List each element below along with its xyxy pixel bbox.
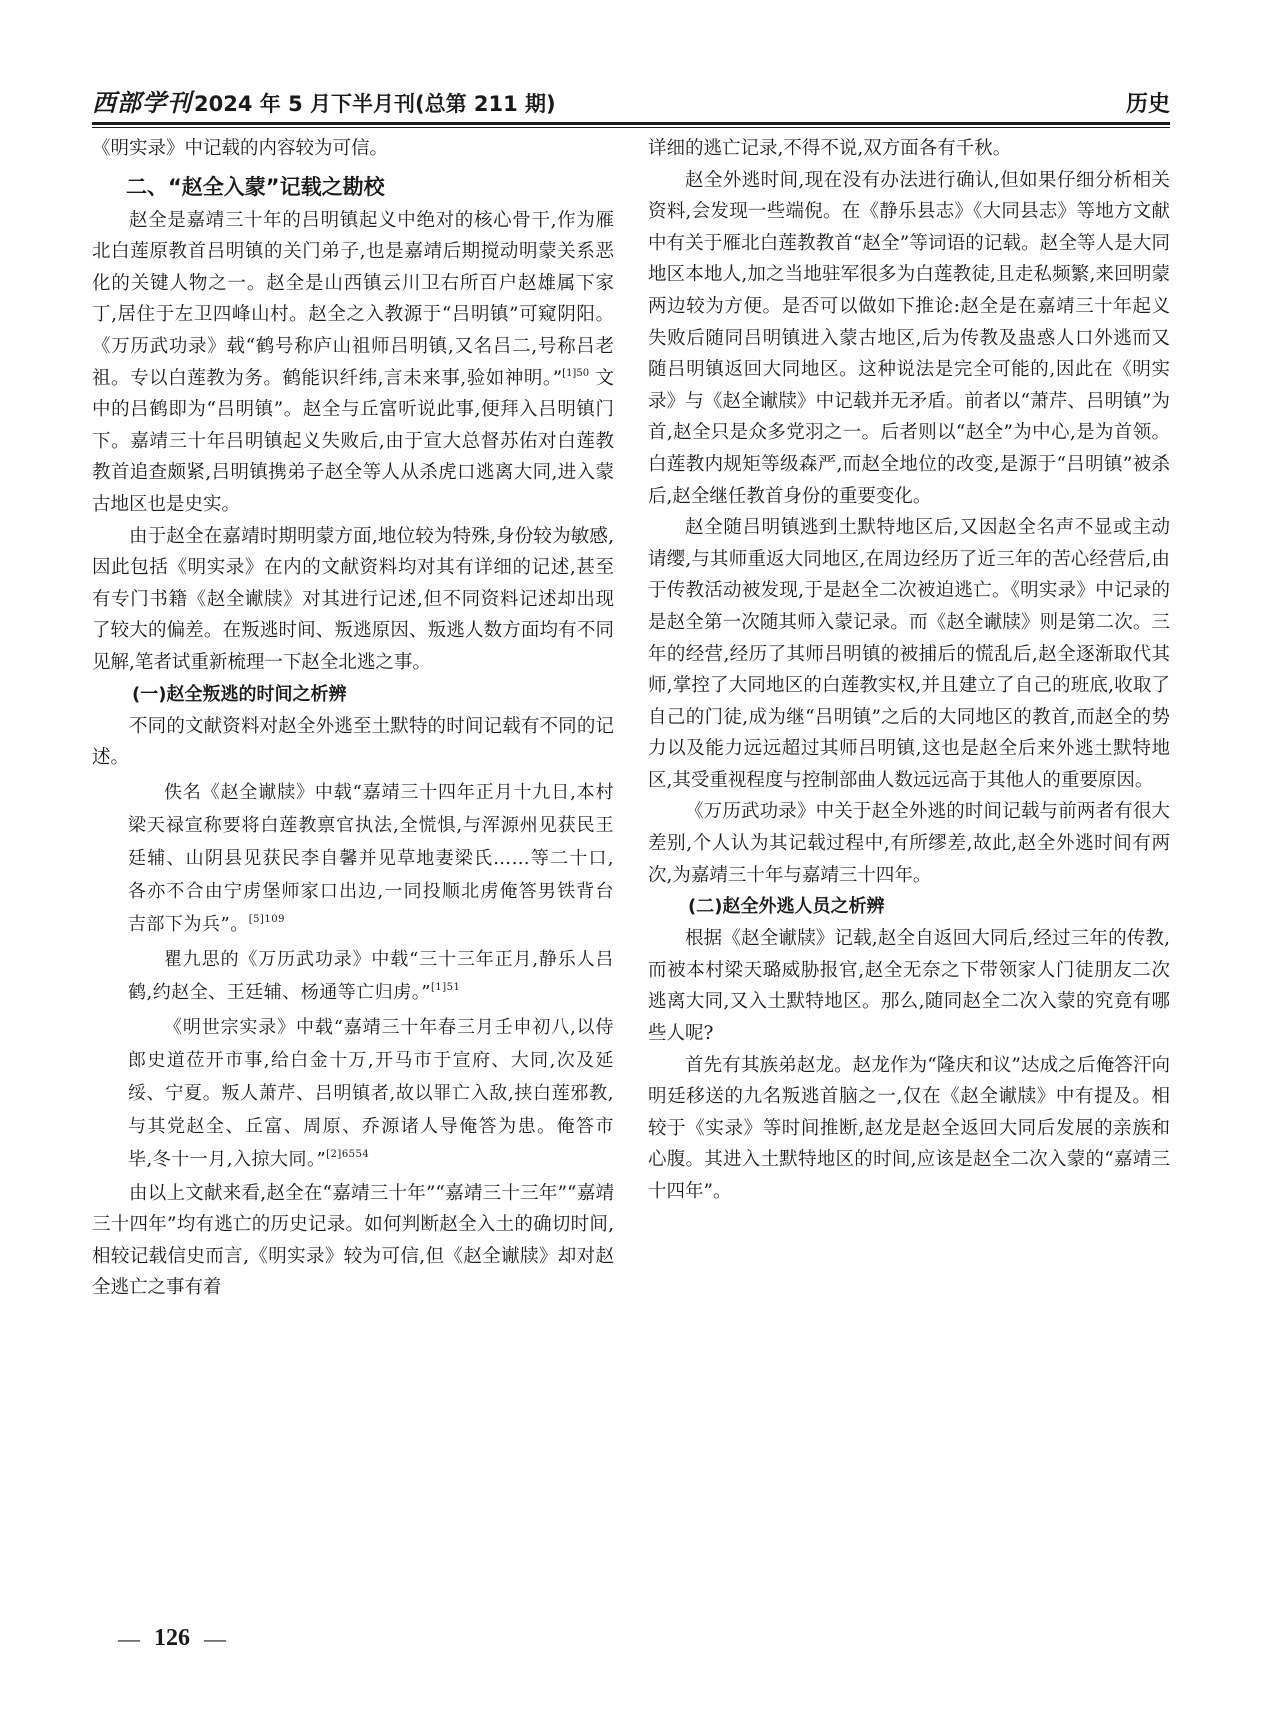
header-rule-thin (92, 127, 1170, 128)
journal-logo: 西部学刊 (92, 88, 192, 117)
quotation-text: 瞿九思的《万历武功录》中载“三十三年正月,静乐人吕鹤,约赵全、王廷辅、杨通等亡归虏。” (128, 948, 614, 1003)
issue-info: 2024 年 5 月下半月刊(总第 211 期) (194, 92, 556, 116)
paragraph: 由于赵全在嘉靖时期明蒙方面,地位较为特殊,身份较为敏感,因此包括《明实录》在内的文献资料均对其有详细的记述,甚至有专门书籍《赵全谳牍》对其进行记述,但不同资料记述却出现了较大的偏差。在叛逃时间、叛逃原因、叛逃人数方面均有不同见解,笔者试重新梳理一下赵全北逃之事。 (92, 525, 614, 673)
paragraph: 根据《赵全谳牍》记载,赵全自返回大同后,经过三年的传教,而被本村梁天璐威胁报官,赵全无奈之下带领家人门徒朋友二次逃离大同,又入土默特地区。那么,随同赵全二次入蒙的究竟有哪些人呢? (648, 928, 1170, 1045)
citation-ref: [5]109 (248, 913, 285, 925)
paragraph-text: 文中的吕鹤即为“吕明镇”。赵全与丘富听说此事,便拜入吕明镇门下。嘉靖三十年吕明镇起义失败后,由于宣大总督苏佑对白莲教教首追查颇紧,吕明镇携弟子赵全等人从杀虎口逃离大同,进入蒙古地区也是史实。 (92, 367, 614, 515)
right-column (648, 133, 1170, 1603)
footer-dash: — (204, 1625, 226, 1651)
quotation (92, 1011, 614, 1176)
citation-ref: [2]6554 (326, 1148, 370, 1160)
subsection-heading: (一)赵全叛逃的时间之析辨 (132, 683, 347, 705)
paragraph: 由以上文献来看,赵全在“嘉靖三十年”“嘉靖三十三年”“嘉靖三十四年”均有逃亡的历史记录。如何判断赵全入土的确切时间,相较记载信史而言,《明实录》较为可信,但《赵全谳牍》却对赵全逃亡之事有着 (92, 1182, 614, 1299)
quotation (92, 776, 614, 941)
quotation-text: 《明世宗实录》中载“嘉靖三十年春三月壬申初八,以侍郎史道莅开市事,给白金十万,开马市于宣府、大同,次及延绥、宁夏。叛人萧芹、吕明镇者,故以罪亡入敌,挟白莲邪教,与其党赵全、丘富、周原、乔源诸人导俺答为患。俺答市毕,冬十一月,入掠大同。” (128, 1016, 614, 1170)
paragraph: 赵全外逃时间,现在没有办法进行确认,但如果仔细分析相关资料,会发现一些端倪。在《静乐县志》《大同县志》等地方文献中有关于雁北白莲教教首“赵全”等词语的记载。赵全等人是大同地区本地人,加之当地驻军很多为白莲教徒,且走私频繁,来回明蒙两边较为方便。是否可以做如下推论:赵全是在嘉靖三十年起义失败后随同吕明镇进入蒙古地区,后为传教及蛊惑人口外逃而又随吕明镇返回大同地区。这种说法是完全可能的,因此在《明实录》与《赵全谳牍》中记载并无矛盾。前者以“萧芹、吕明镇”为首,赵全只是众多党羽之一。后者则以“赵全”为中心,是为首领。白莲教内规矩等级森严,而赵全地位的改变,是源于“吕明镇”被杀后,赵全继任教首身份的重要变化。 (648, 169, 1170, 507)
paragraph: 《万历武功录》中关于赵全外逃的时间记载与前两者有很大差别,个人认为其记载过程中,有所缪差,故此,赵全外逃时间有两次,为嘉靖三十年与嘉靖三十四年。 (648, 801, 1170, 886)
paragraph: 赵全随吕明镇逃到土默特地区后,又因赵全名声不显或主动请缨,与其师重返大同地区,在周边经历了近三年的苦心经营后,由于传教活动被发现,于是赵全二次被迫逃亡。《明实录》中记录的是赵全第一次随其师入蒙记录。而《赵全谳牍》则是第二次。三年的经营,经历了其师吕明镇的被捕后的慌乱后,赵全逐渐取代其师,掌控了大同地区的白莲教实权,并且建立了自己的班底,收取了自己的门徒,成为继“吕明镇”之后的大同地区的教首,而赵全的势力以及能力远远超过其师吕明镇,这也是赵全后来外逃土默特地区,其受重视程度与控制部曲人数远远高于其他人的重要原因。 (648, 517, 1170, 791)
header-left (92, 83, 556, 118)
paragraph: 不同的文献资料对赵全外逃至土默特的时间记载有不同的记述。 (92, 715, 614, 769)
paragraph: 首先有其族弟赵龙。赵龙作为“隆庆和议”达成之后俺答汗向明廷移送的九名叛逃首脑之一,仅在《赵全谳牍》中有提及。相较于《实录》等时间推断,赵龙是赵全返回大同后发展的亲族和心腹。其进入土默特地区的时间,应该是赵全二次入蒙的“嘉靖三十四年”。 (648, 1054, 1170, 1202)
subsection-heading: (二)赵全外逃人员之析辨 (688, 896, 885, 918)
citation-ref: [1]51 (430, 981, 461, 993)
section-name: 历史 (1125, 92, 1170, 117)
footer-dash: — (118, 1625, 140, 1651)
left-column (92, 133, 614, 1603)
quotation (92, 943, 614, 1009)
header-rule-thick (92, 122, 1170, 125)
running-header (92, 76, 1170, 118)
page-number: 126 (154, 1625, 190, 1651)
citation-ref: [1]50 (562, 367, 590, 379)
page-footer (118, 1625, 226, 1652)
quotation-text: 佚名《赵全谳牍》中载“嘉靖三十四年正月十九日,本村梁天禄宣称要将白莲教禀官执法,全慌惧,与浑源州见获民王廷辅、山阴县见获民李自馨并见草地妻梁氏……等二十口,各亦不合由宁虏堡师家口出边,一同投顺北虏俺答男铁背台吉部下为兵”。 (128, 781, 614, 935)
paragraph-continued: 详细的逃亡记录,不得不说,双方面各有千秋。 (648, 138, 1012, 159)
paragraph (92, 205, 614, 521)
paragraph-continued: 《明实录》中记载的内容较为可信。 (92, 138, 389, 159)
paragraph-text: 赵全是嘉靖三十年的吕明镇起义中绝对的核心骨干,作为雁北白莲原教首吕明镇的关门弟子,也是嘉靖后期搅动明蒙关系恶化的关键人物之一。赵全是山西镇云川卫右所百户赵雄属下家丁,居住于左卫四峰山村。赵全之入教源于“吕明镇”可窥阴阳。《万历武功录》载“鹤号称庐山祖师吕明镇,又名吕二,号称吕老祖。专以白莲教为务。鹤能识纤纬,言未来事,验如神明。” (92, 209, 614, 389)
section-heading: 二、“赵全入蒙”记载之勘校 (126, 174, 385, 199)
